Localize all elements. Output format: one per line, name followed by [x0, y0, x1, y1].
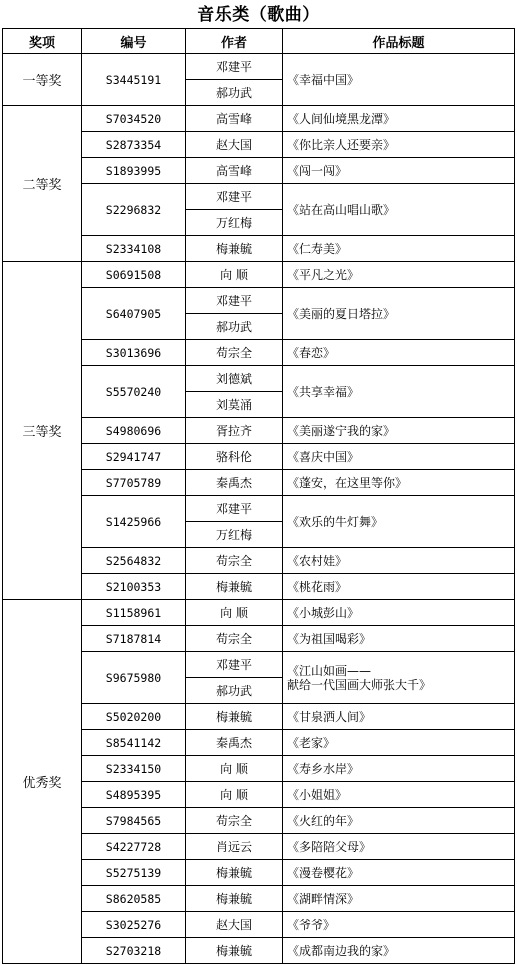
author-cell: 苟宗全 [186, 548, 283, 574]
work-title-cell: 《湖畔情深》 [283, 886, 515, 912]
work-title-cell: 《火红的年》 [283, 808, 515, 834]
author-cell: 梅兼毓 [186, 938, 283, 964]
work-title-cell: 《你比亲人还要亲》 [283, 132, 515, 158]
author-cell: 万红梅 [186, 522, 283, 548]
author-cell: 肖远云 [186, 834, 283, 860]
author-cell: 向 顺 [186, 782, 283, 808]
entry-code-cell: S1158961 [82, 600, 186, 626]
author-cell: 骆科伦 [186, 444, 283, 470]
table-row [3, 262, 515, 288]
author-cell: 秦禹杰 [186, 470, 283, 496]
entry-code-cell: S7187814 [82, 626, 186, 652]
work-title-cell: 《春恋》 [283, 340, 515, 366]
work-title-cell: 《闯一闯》 [283, 158, 515, 184]
author-cell: 苟宗全 [186, 340, 283, 366]
author-cell: 高雪峰 [186, 106, 283, 132]
entry-code-cell: S2334108 [82, 236, 186, 262]
award-table [2, 28, 515, 964]
work-title-cell: 《美丽遂宁我的家》 [283, 418, 515, 444]
work-title-cell: 《欢乐的牛灯舞》 [283, 496, 515, 548]
entry-code-cell: S7705789 [82, 470, 186, 496]
entry-code-cell: S2334150 [82, 756, 186, 782]
entry-code-cell: S2941747 [82, 444, 186, 470]
award-level-cell: 二等奖 [3, 106, 82, 262]
author-cell: 赵大国 [186, 912, 283, 938]
author-cell: 邓建平 [186, 652, 283, 678]
entry-code-cell: S5275139 [82, 860, 186, 886]
header-work-title: 作品标题 [283, 29, 515, 54]
entry-code-cell: S0691508 [82, 262, 186, 288]
work-title-cell: 《多陪陪父母》 [283, 834, 515, 860]
header-row [3, 29, 515, 54]
work-title-cell: 《漫卷樱花》 [283, 860, 515, 886]
author-cell: 向 顺 [186, 600, 283, 626]
author-cell: 梅兼毓 [186, 860, 283, 886]
work-title-cell: 《寿乡水岸》 [283, 756, 515, 782]
entry-code-cell: S8620585 [82, 886, 186, 912]
author-cell: 梅兼毓 [186, 574, 283, 600]
page-title: 音乐类（歌曲） [197, 5, 320, 25]
author-cell: 梅兼毓 [186, 886, 283, 912]
entry-code-cell: S8541142 [82, 730, 186, 756]
author-cell: 邓建平 [186, 54, 283, 80]
work-title-cell: 《站在高山唱山歌》 [283, 184, 515, 236]
author-cell: 邓建平 [186, 184, 283, 210]
author-cell: 向 顺 [186, 756, 283, 782]
work-title-cell: 《小姐姐》 [283, 782, 515, 808]
author-cell: 刘莫涌 [186, 392, 283, 418]
work-title-cell: 《蓬安，在这里等你》 [283, 470, 515, 496]
work-title-cell: 《小城彭山》 [283, 600, 515, 626]
author-cell: 梅兼毓 [186, 704, 283, 730]
table-row [3, 106, 515, 132]
entry-code-cell: S5570240 [82, 366, 186, 418]
entry-code-cell: S6407905 [82, 288, 186, 340]
entry-code-cell: S2564832 [82, 548, 186, 574]
entry-code-cell: S4895395 [82, 782, 186, 808]
entry-code-cell: S2873354 [82, 132, 186, 158]
entry-code-cell: S7034520 [82, 106, 186, 132]
entry-code-cell: S3445191 [82, 54, 186, 106]
entry-code-cell: S5020200 [82, 704, 186, 730]
table-row [3, 600, 515, 626]
work-title-cell: 《幸福中国》 [283, 54, 515, 106]
entry-code-cell: S3025276 [82, 912, 186, 938]
author-cell: 邓建平 [186, 496, 283, 522]
work-title-cell: 《共享幸福》 [283, 366, 515, 418]
author-cell: 郝功武 [186, 80, 283, 106]
work-title-cell: 《美丽的夏日塔拉》 [283, 288, 515, 340]
header-code: 编号 [82, 29, 186, 54]
author-cell: 高雪峰 [186, 158, 283, 184]
table-row [3, 54, 515, 80]
author-cell: 苟宗全 [186, 626, 283, 652]
award-level-cell: 一等奖 [3, 54, 82, 106]
work-title-cell: 《农村娃》 [283, 548, 515, 574]
work-title-cell: 《爷爷》 [283, 912, 515, 938]
entry-code-cell: S1893995 [82, 158, 186, 184]
work-title-cell: 《江山如画—— 献给一代国画大师张大千》 [283, 652, 515, 704]
author-cell: 胥拉齐 [186, 418, 283, 444]
entry-code-cell: S4227728 [82, 834, 186, 860]
author-cell: 郝功武 [186, 678, 283, 704]
work-title-cell: 《仁寿美》 [283, 236, 515, 262]
work-title-cell: 《成都南边我的家》 [283, 938, 515, 964]
work-title-cell: 《为祖国喝彩》 [283, 626, 515, 652]
award-table-body [3, 54, 515, 964]
entry-code-cell: S7984565 [82, 808, 186, 834]
author-cell: 邓建平 [186, 288, 283, 314]
entry-code-cell: S2703218 [82, 938, 186, 964]
award-level-cell: 优秀奖 [3, 600, 82, 964]
header-award: 奖项 [3, 29, 82, 54]
author-cell: 刘德斌 [186, 366, 283, 392]
work-title-cell: 《甘泉洒人间》 [283, 704, 515, 730]
entry-code-cell: S1425966 [82, 496, 186, 548]
entry-code-cell: S3013696 [82, 340, 186, 366]
author-cell: 赵大国 [186, 132, 283, 158]
work-title-cell: 《人间仙境黑龙潭》 [283, 106, 515, 132]
author-cell: 苟宗全 [186, 808, 283, 834]
author-cell: 梅兼毓 [186, 236, 283, 262]
author-cell: 向 顺 [186, 262, 283, 288]
author-cell: 郝功武 [186, 314, 283, 340]
entry-code-cell: S9675980 [82, 652, 186, 704]
work-title-cell: 《喜庆中国》 [283, 444, 515, 470]
entry-code-cell: S4980696 [82, 418, 186, 444]
award-level-cell: 三等奖 [3, 262, 82, 600]
author-cell: 万红梅 [186, 210, 283, 236]
entry-code-cell: S2100353 [82, 574, 186, 600]
author-cell: 秦禹杰 [186, 730, 283, 756]
entry-code-cell: S2296832 [82, 184, 186, 236]
work-title-cell: 《老家》 [283, 730, 515, 756]
work-title-cell: 《桃花雨》 [283, 574, 515, 600]
work-title-cell: 《平凡之光》 [283, 262, 515, 288]
header-author: 作者 [186, 29, 283, 54]
